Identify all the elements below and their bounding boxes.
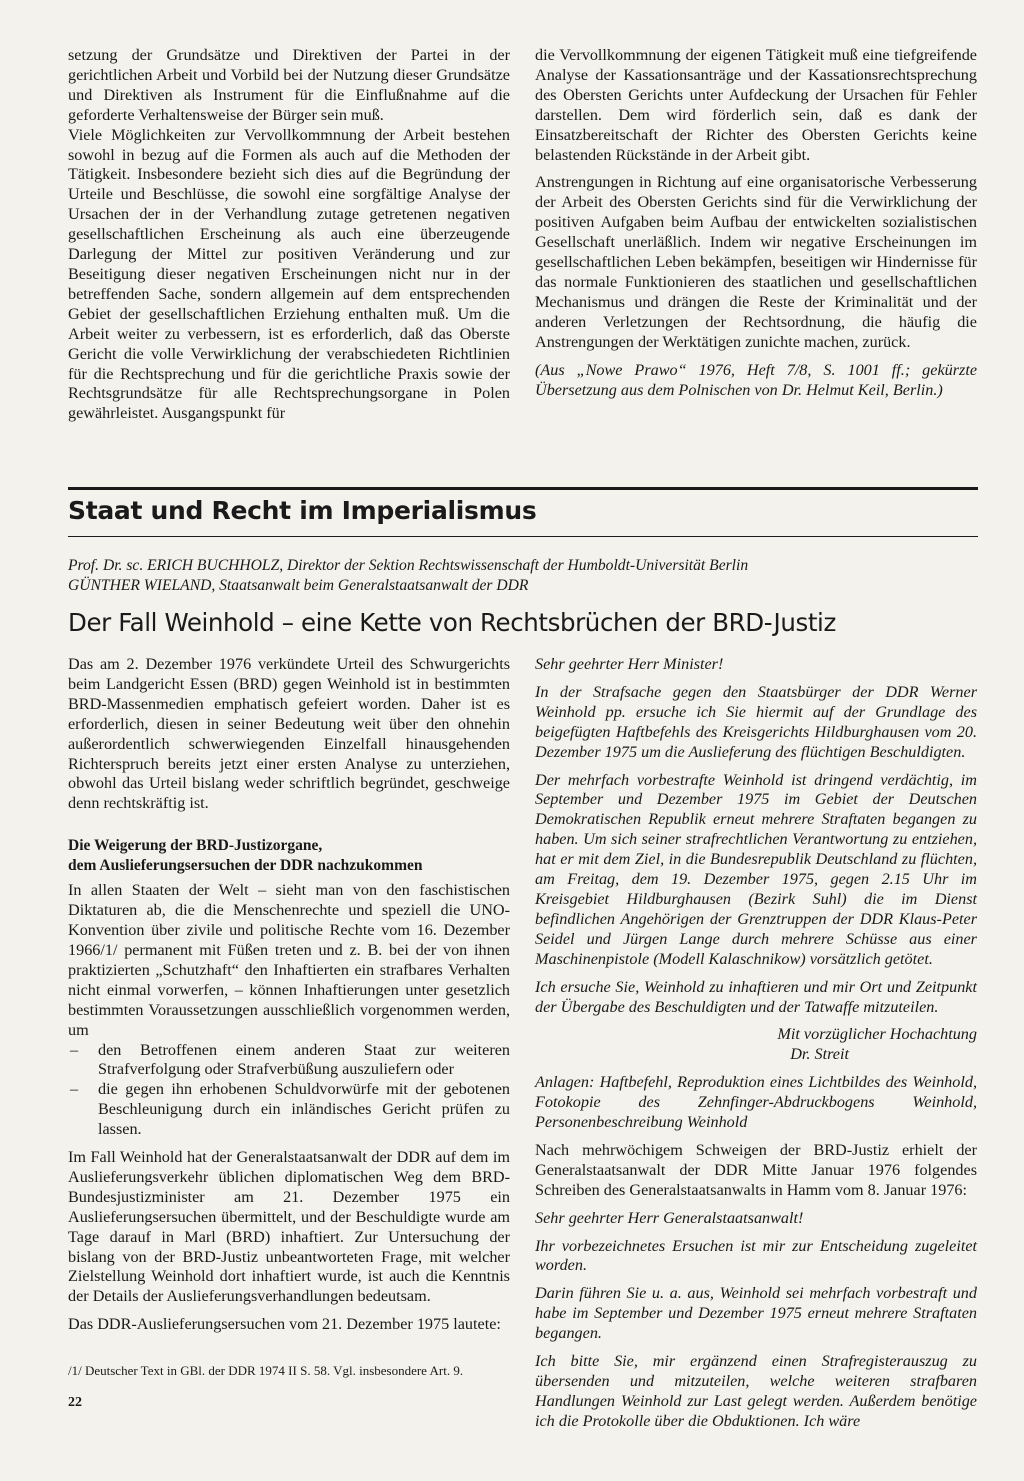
footnote: /1/ Deutscher Text in GBl. der DDR 1974 II S. 58. Vgl. insbesondere Art. 9. — [68, 1363, 464, 1378]
author-line: Prof. Dr. sc. ERICH BUCHHOLZ, Direktor der Sektion Rechtswissenschaft der Humboldt-Universität Berlin — [68, 557, 749, 574]
top-left-column — [68, 46, 510, 424]
letter-paragraph: In der Strafsache gegen den Staatsbürger der DDR Werner Weinhold pp. ersuche ich Sie hiermit auf der Grundlage des beigefügten Haftbefehls des Kreisgerichts Hildburghausen vom 20. Dezember 1975 um die Auslieferung des flüchtigen Beschuldigten. — [535, 682, 977, 761]
subheading — [68, 836, 510, 875]
main-left-column — [68, 655, 510, 1335]
letter-paragraph: Ich ersuche Sie, Weinhold zu inhaftieren und mir Ort und Zeitpunkt der Übergabe des Beschuldigten und der Tatwaffe mitzuteilen. — [535, 977, 977, 1016]
letter-salutation: Sehr geehrter Herr Minister! — [535, 655, 724, 673]
paragraph: In allen Staaten der Welt – sieht man von den faschistischen Diktaturen ab, die die Menschenrechte und speziell die UNO-Konvention über zivile und politische Rechte vom 16. Dezember 1966/1/ permanent mit Füßen treten und z. B. bei der von ihnen praktizierten „Schutzhaft“ den Inhaftierten ein strafbares Verhalten nicht einmal vorwerfen, – können Inhaftierungen unter gesetzlich bestimmten Voraussetzungen ausschließlich vorgenommen werden, um — [68, 881, 510, 1039]
subheading-line: Die Weigerung der BRD-Justizorgane, — [68, 837, 323, 855]
subheading-line: dem Auslieferungsersuchen der DDR nachzukommen — [68, 856, 423, 874]
footnote-area — [68, 1363, 510, 1379]
dash-list — [68, 1041, 510, 1141]
paragraph: Nach mehrwöchigem Schweigen der BRD-Justiz erhielt der Generalstaatsanwalt der DDR Mitte Januar 1976 folgendes Schreiben des Generalstaatsanwalts in Hamm vom 8. Januar 1976: — [535, 1140, 977, 1199]
list-item: – den Betroffenen einem anderen Staat zur weiteren Strafverfolgung oder Strafverbüßung auszuliefern oder — [68, 1041, 510, 1081]
paragraph: Viele Möglichkeiten zur Vervollkommnung der Arbeit bestehen sowohl in bezug auf die Formen als auch auf die Methoden der Tätigkeit. Insbesondere bezieht sich dies auf die Begründung der Urteile und Beschlüsse, die sowohl eine sorgfältige Analyse der Ursachen der in der Verhandlung zutage getretenen negativen gesellschaftlichen Erscheinung als auch eine überzeugende Darlegung der Mittel zur positiven Veränderung und zur Beseitigung dieser negativen Erscheinungen nicht nur in der betreffenden Sache, sondern allgemein auf dem entsprechenden Gebiet der gesellschaftlichen Erziehung enthalten muß. Um die Arbeit weiter zu verbessern, ist es erforderlich, daß das Oberste Gericht die volle Verwirklichung der verabschiedeten Richtlinien für die Rechtsprechung und für die gerichtliche Praxis sowie der Rechtsgrundsätze für alle Rechtsprechungsorgane in Polen gewährleistet. Ausgangspunkt für — [68, 125, 510, 423]
paragraph: die Vervollkommnung der eigenen Tätigkeit muß eine tiefgreifende Analyse der Kassationsanträge und der Kassationsrechtsprechung des Obersten Gerichts unter Aufdeckung der Ursachen für Fehler darstellen. Dem wird förderlich sein, daß es dank der Einsatzbereitschaft der Richter des Obersten Gerichts keine belastenden Rückstände in der Arbeit gibt. — [535, 46, 977, 164]
author-line: GÜNTHER WIELAND, Staatsanwalt beim Generalstaatsanwalt der DDR — [68, 576, 529, 594]
paragraph: Anstrengungen in Richtung auf eine organisatorische Verbesserung der Arbeit des Obersten Gerichts sind für die Verwirklichung der positiven Aufgaben beim Aufbau der entwickelten sozialistischen Gesellschaft unerläßlich. Indem wir negative Erscheinungen im gesellschaftlichen Leben bekämpfen, beseitigen wir Hindernisse für das normale Funktionieren des staatlichen und gesellschaftlichen Mechanismus und drängen die Reste der Kriminalität und der anderen Verletzungen der Rechtsordnung, die häufig die Anstrengungen der Werktätigen zunichte machen, zurück. — [535, 173, 977, 351]
top-right-column — [535, 46, 977, 400]
main-right-column — [535, 655, 977, 1432]
article-title: Der Fall Weinhold – eine Kette von Rechtsbrüchen der BRD-Justiz — [68, 608, 836, 637]
section-rule-bottom — [68, 536, 978, 537]
letter-paragraph: Ihr vorbezeichnetes Ersuchen ist mir zur Entscheidung zugeleitet worden. — [535, 1236, 977, 1275]
paragraph: Das DDR-Auslieferungsersuchen vom 21. Dezember 1975 lautete: — [68, 1315, 501, 1334]
letter-paragraph: Der mehrfach vorbestrafte Weinhold ist dringend verdächtig, im September und Dezember 1975 im Gebiet der Deutschen Demokratischen Republik erneut mehrere Straftaten begangen zu haben. Um sich seiner strafrechtlichen Verantwortung zu entziehen, hat er mit dem Ziel, in die Bundesrepublik Deutschland zu flüchten, am Freitag, dem 19. Dezember 1975, gegen 2.15 Uhr im Kreisgebiet Hildburghausen (Bezirk Suhl) die im Dienst befindlichen Angehörigen der Grenztruppen der DDR Klaus-Peter Seidel und Jürgen Lange durch mehrere Schüsse aus einer Maschinenpistole (Modell Kalaschnikow) vorsätzlich getötet. — [535, 770, 977, 968]
list-item: – die gegen ihn erhobenen Schuldvorwürfe mit der gebotenen Beschleunigung durch ein inländisches Gericht prüfen zu lassen. — [68, 1080, 510, 1140]
paragraph: Im Fall Weinhold hat der Generalstaatsanwalt der DDR auf dem im Auslieferungsverkehr üblichen diplomatischen Weg dem BRD-Bundesjustizminister am 21. Dezember 1975 ein Auslieferungsersuchen übermittelt, und der Beschuldigte wurde am Tage darauf in Marl (BRD) inhaftiert. Zur Untersuchung der bislang von der BRD-Justiz unbeantworteten Frage, mit welcher Zielstellung Weinhold dort inhaftiert wurde, ist auch die Kenntnis der Details der Auslieferungsverhandlungen bedeutsam. — [68, 1148, 510, 1306]
source-note: (Aus „Nowe Prawo“ 1976, Heft 7/8, S. 1001 ff.; gekürzte Übersetzung aus dem Polnischen von Dr. Helmut Keil, Berlin.) — [535, 360, 977, 399]
paragraph: Das am 2. Dezember 1976 verkündete Urteil des Schwurgerichts beim Landgericht Essen (BRD) gegen Weinhold ist in bestimmten BRD-Massenmedien emphatisch gefeiert worden. Daher ist es erforderlich, diesen in seiner Bedeutung weit über den ohnehin außerordentlich schwerwiegenden Einzelfall hinausgehenden Richterspruch bereits jetzt einer ersten Analyse zu unterziehen, obwohl das Urteil bislang weder schriftlich begründet, geschweige denn rechtskräftig ist. — [68, 655, 510, 813]
author-block — [68, 556, 968, 595]
page-number: 22 — [68, 1395, 82, 1410]
letter-closing: Mit vorzüglicher Hochachtung — [777, 1025, 977, 1044]
letter-paragraph: Darin führen Sie u. a. aus, Weinhold sei mehrfach vorbestraft und habe im September und Dezember 1975 erneut mehrere Straftaten begangen. — [535, 1284, 977, 1343]
letter-attachments: Anlagen: Haftbefehl, Reproduktion eines Lichtbildes des Weinhold, Fotokopie des Zehnfinger-Abdruckbogens Weinhold, Personenbeschreibung Weinhold — [535, 1073, 977, 1132]
section-rule-top — [68, 487, 978, 490]
letter-salutation: Sehr geehrter Herr Generalstaatsanwalt! — [535, 1208, 804, 1227]
section-title: Staat und Recht im Imperialismus — [68, 496, 537, 525]
letter-paragraph: Ich bitte Sie, mir ergänzend einen Strafregisterauszug zu übersenden und mitzuteilen, welche weiteren strafbaren Handlungen Weinhold zur Last gelegt werden. Außerdem benötige ich die Protokolle über die Obduktionen. Ich wäre — [535, 1352, 977, 1430]
letter-signature: Dr. Streit — [790, 1045, 849, 1064]
paragraph: setzung der Grundsätze und Direktiven der Partei in der gerichtlichen Arbeit und Vorbild bei der Nutzung dieser Grundsätze und Direktiven als Instrument für die Einflußnahme auf die geforderte Verhaltensweise der Bürger sein muß. — [68, 46, 510, 124]
